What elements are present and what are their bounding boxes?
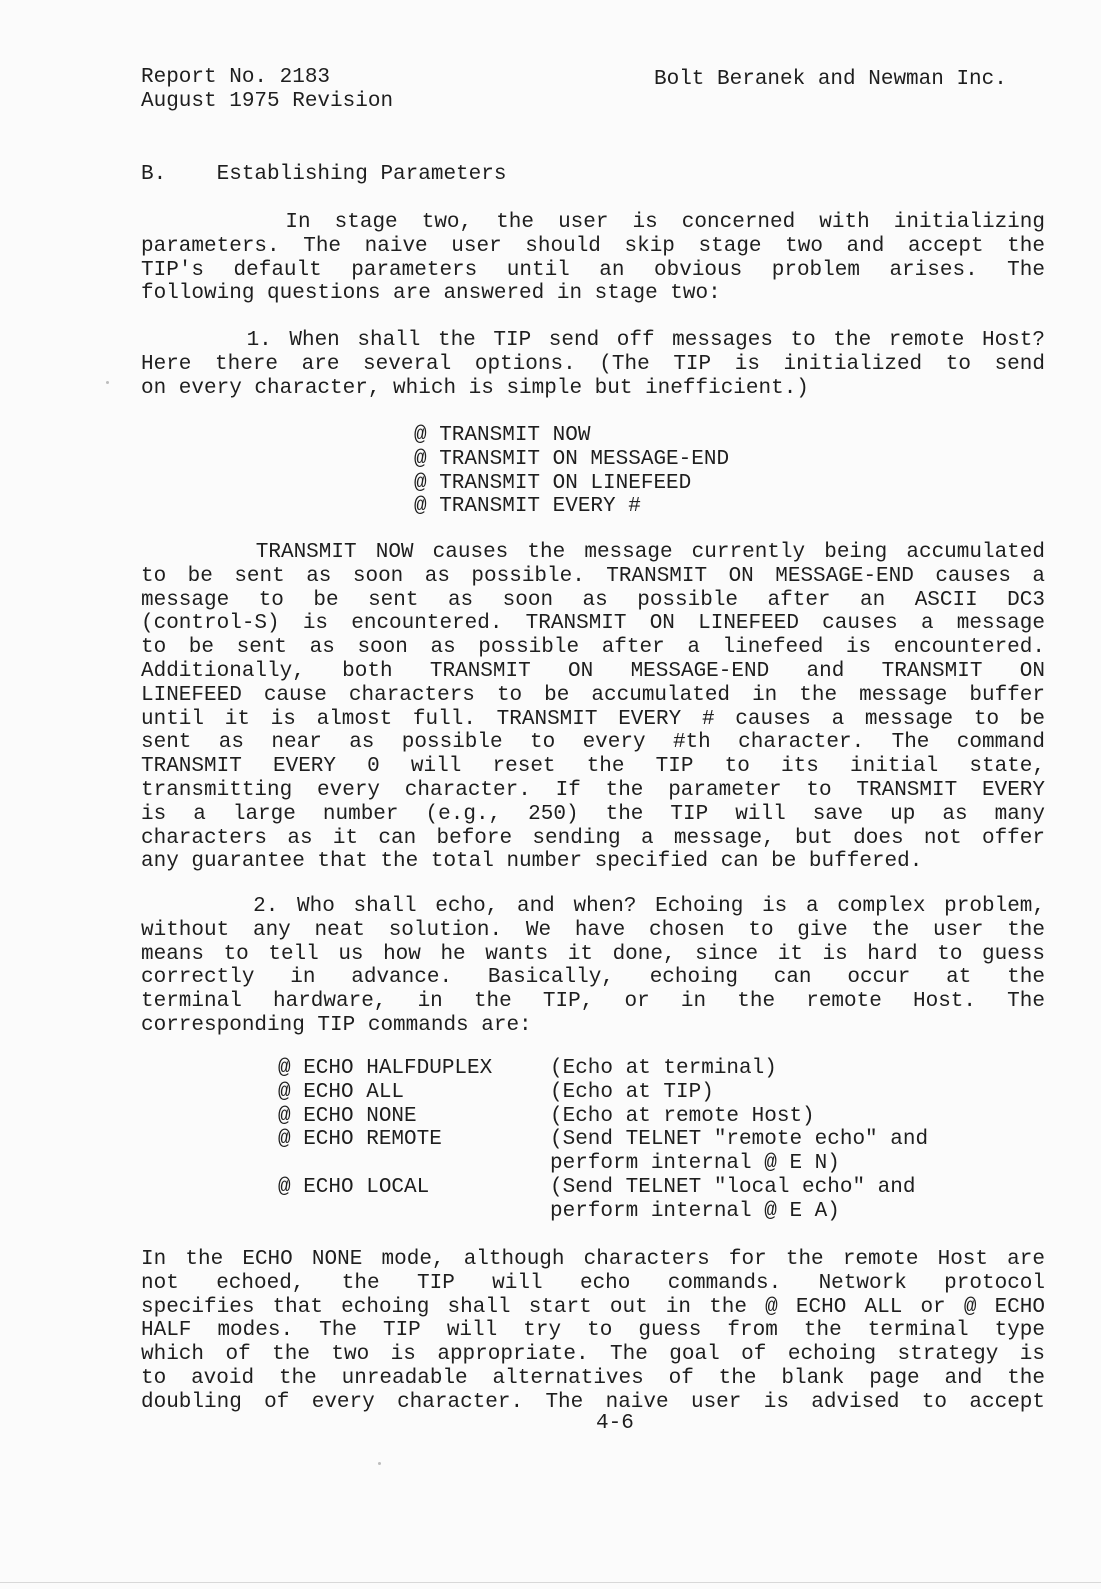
echo-description: (Echo at terminal) bbox=[550, 1057, 777, 1080]
table-row bbox=[278, 1105, 928, 1129]
text-line: corresponding TIP commands are: bbox=[141, 1013, 532, 1037]
text-line: HALF modes. The TIP will try to guess from the terminal type bbox=[141, 1319, 1045, 1343]
echo-command: @ ECHO REMOTE bbox=[278, 1128, 442, 1152]
text-line: to avoid the unreadable alternatives of the blank page and the bbox=[141, 1366, 1045, 1390]
text-line: In the ECHO NONE mode, although characters for the remote Host are bbox=[141, 1248, 1045, 1271]
text-line: Here there are several options. (The TIP is initialized to send bbox=[141, 352, 1045, 376]
echo-command: @ ECHO LOCAL bbox=[278, 1175, 430, 1199]
text-line: any guarantee that the total number specified can be buffered. bbox=[141, 850, 923, 874]
scan-edge-line bbox=[0, 1582, 1101, 1583]
table-row bbox=[278, 1176, 928, 1200]
text-line: characters as it can before sending a message, but does not offer bbox=[141, 826, 1045, 850]
text-line: transmitting every character. If the parameter to TRANSMIT EVERY bbox=[141, 778, 1045, 802]
text-line: In stage two, the user is concerned with initializing bbox=[141, 211, 1045, 234]
scan-speck bbox=[378, 1462, 381, 1465]
echo-description: (Send TELNET "local echo" and bbox=[550, 1175, 916, 1199]
transmit-command: @ TRANSMIT NOW bbox=[414, 424, 591, 447]
report-header-left bbox=[141, 66, 393, 114]
table-row bbox=[278, 1152, 928, 1176]
text-line: 1. When shall the TIP send off messages to the remote Host? bbox=[141, 329, 1045, 352]
text-line: 2. Who shall echo, and when? Echoing is a complex problem, bbox=[141, 895, 1045, 918]
company-name: Bolt Beranek and Newman Inc. bbox=[654, 68, 1007, 91]
text-line: doubling of every character. The naive user is advised to accept bbox=[141, 1390, 1045, 1414]
echo-command: @ ECHO HALFDUPLEX bbox=[278, 1057, 493, 1080]
echo-description: (Echo at TIP) bbox=[550, 1080, 714, 1104]
paragraph-echo-none-mode bbox=[141, 1248, 1045, 1415]
transmit-command: @ TRANSMIT EVERY # bbox=[414, 495, 641, 519]
echo-description: perform internal @ E N) bbox=[550, 1152, 840, 1176]
text-line: without any neat solution. We have chosen to give the user the bbox=[141, 918, 1045, 942]
text-line: to be sent as soon as possible after a linefeed is encountered. bbox=[141, 636, 1045, 660]
echo-command: @ ECHO ALL bbox=[278, 1080, 405, 1104]
scan-speck bbox=[106, 381, 109, 384]
report-number: Report No. 2183 bbox=[141, 66, 331, 89]
text-line: which of the two is appropriate. The goal of echoing strategy is bbox=[141, 1343, 1045, 1367]
paragraph-question-one bbox=[141, 329, 1045, 400]
text-line: not echoed, the TIP will echo commands. Network protocol bbox=[141, 1271, 1045, 1295]
text-line: TRANSMIT EVERY 0 will reset the TIP to its initial state, bbox=[141, 755, 1045, 779]
echo-description: (Echo at remote Host) bbox=[550, 1104, 815, 1128]
table-row bbox=[278, 1081, 928, 1105]
text-line: specifies that echoing shall start out in the @ ECHO ALL or @ ECHO bbox=[141, 1295, 1045, 1319]
page-number: 4-6 bbox=[596, 1412, 634, 1435]
paragraph-stage-two-intro bbox=[141, 211, 1045, 306]
text-line: sent as near as possible to every #th character. The command bbox=[141, 731, 1045, 755]
transmit-command: @ TRANSMIT ON LINEFEED bbox=[414, 471, 692, 495]
table-row bbox=[278, 1200, 928, 1224]
text-line: is a large number (e.g., 250) the TIP will save up as many bbox=[141, 802, 1045, 826]
text-line: Additionally, both TRANSMIT ON MESSAGE-END and TRANSMIT ON bbox=[141, 659, 1045, 683]
text-line: until it is almost full. TRANSMIT EVERY # causes a message to be bbox=[141, 707, 1045, 731]
text-line: message to be sent as soon as possible after an ASCII DC3 bbox=[141, 588, 1045, 612]
text-line: on every character, which is simple but inefficient.) bbox=[141, 376, 809, 400]
text-line: terminal hardware, in the TIP, or in the remote Host. The bbox=[141, 990, 1045, 1014]
transmit-command-list bbox=[414, 424, 729, 519]
paragraph-question-two bbox=[141, 895, 1045, 1038]
table-row bbox=[278, 1057, 928, 1081]
section-heading: B. Establishing Parameters bbox=[141, 163, 507, 186]
echo-command-table bbox=[278, 1057, 928, 1224]
text-line: (control-S) is encountered. TRANSMIT ON LINEFEED causes a message bbox=[141, 612, 1045, 636]
text-line: means to tell us how he wants it done, since it is hard to guess bbox=[141, 942, 1045, 966]
transmit-command: @ TRANSMIT ON MESSAGE-END bbox=[414, 447, 730, 471]
text-line: following questions are answered in stage two: bbox=[141, 282, 721, 306]
text-line: parameters. The naive user should skip stage two and accept the bbox=[141, 234, 1045, 258]
echo-description: perform internal @ E A) bbox=[550, 1199, 840, 1223]
table-row bbox=[278, 1128, 928, 1152]
paragraph-transmit-explanation bbox=[141, 541, 1045, 874]
text-line: LINEFEED cause characters to be accumulated in the message buffer bbox=[141, 683, 1045, 707]
echo-description: (Send TELNET "remote echo" and bbox=[550, 1128, 929, 1152]
text-line: TRANSMIT NOW causes the message currently being accumulated bbox=[141, 541, 1045, 564]
text-line: TIP's default parameters until an obvious problem arises. The bbox=[141, 258, 1045, 282]
text-line: correctly in advance. Basically, echoing can occur at the bbox=[141, 966, 1045, 990]
echo-command: @ ECHO NONE bbox=[278, 1104, 417, 1128]
revision-date: August 1975 Revision bbox=[141, 89, 394, 113]
text-line: to be sent as soon as possible. TRANSMIT ON MESSAGE-END causes a bbox=[141, 564, 1045, 588]
